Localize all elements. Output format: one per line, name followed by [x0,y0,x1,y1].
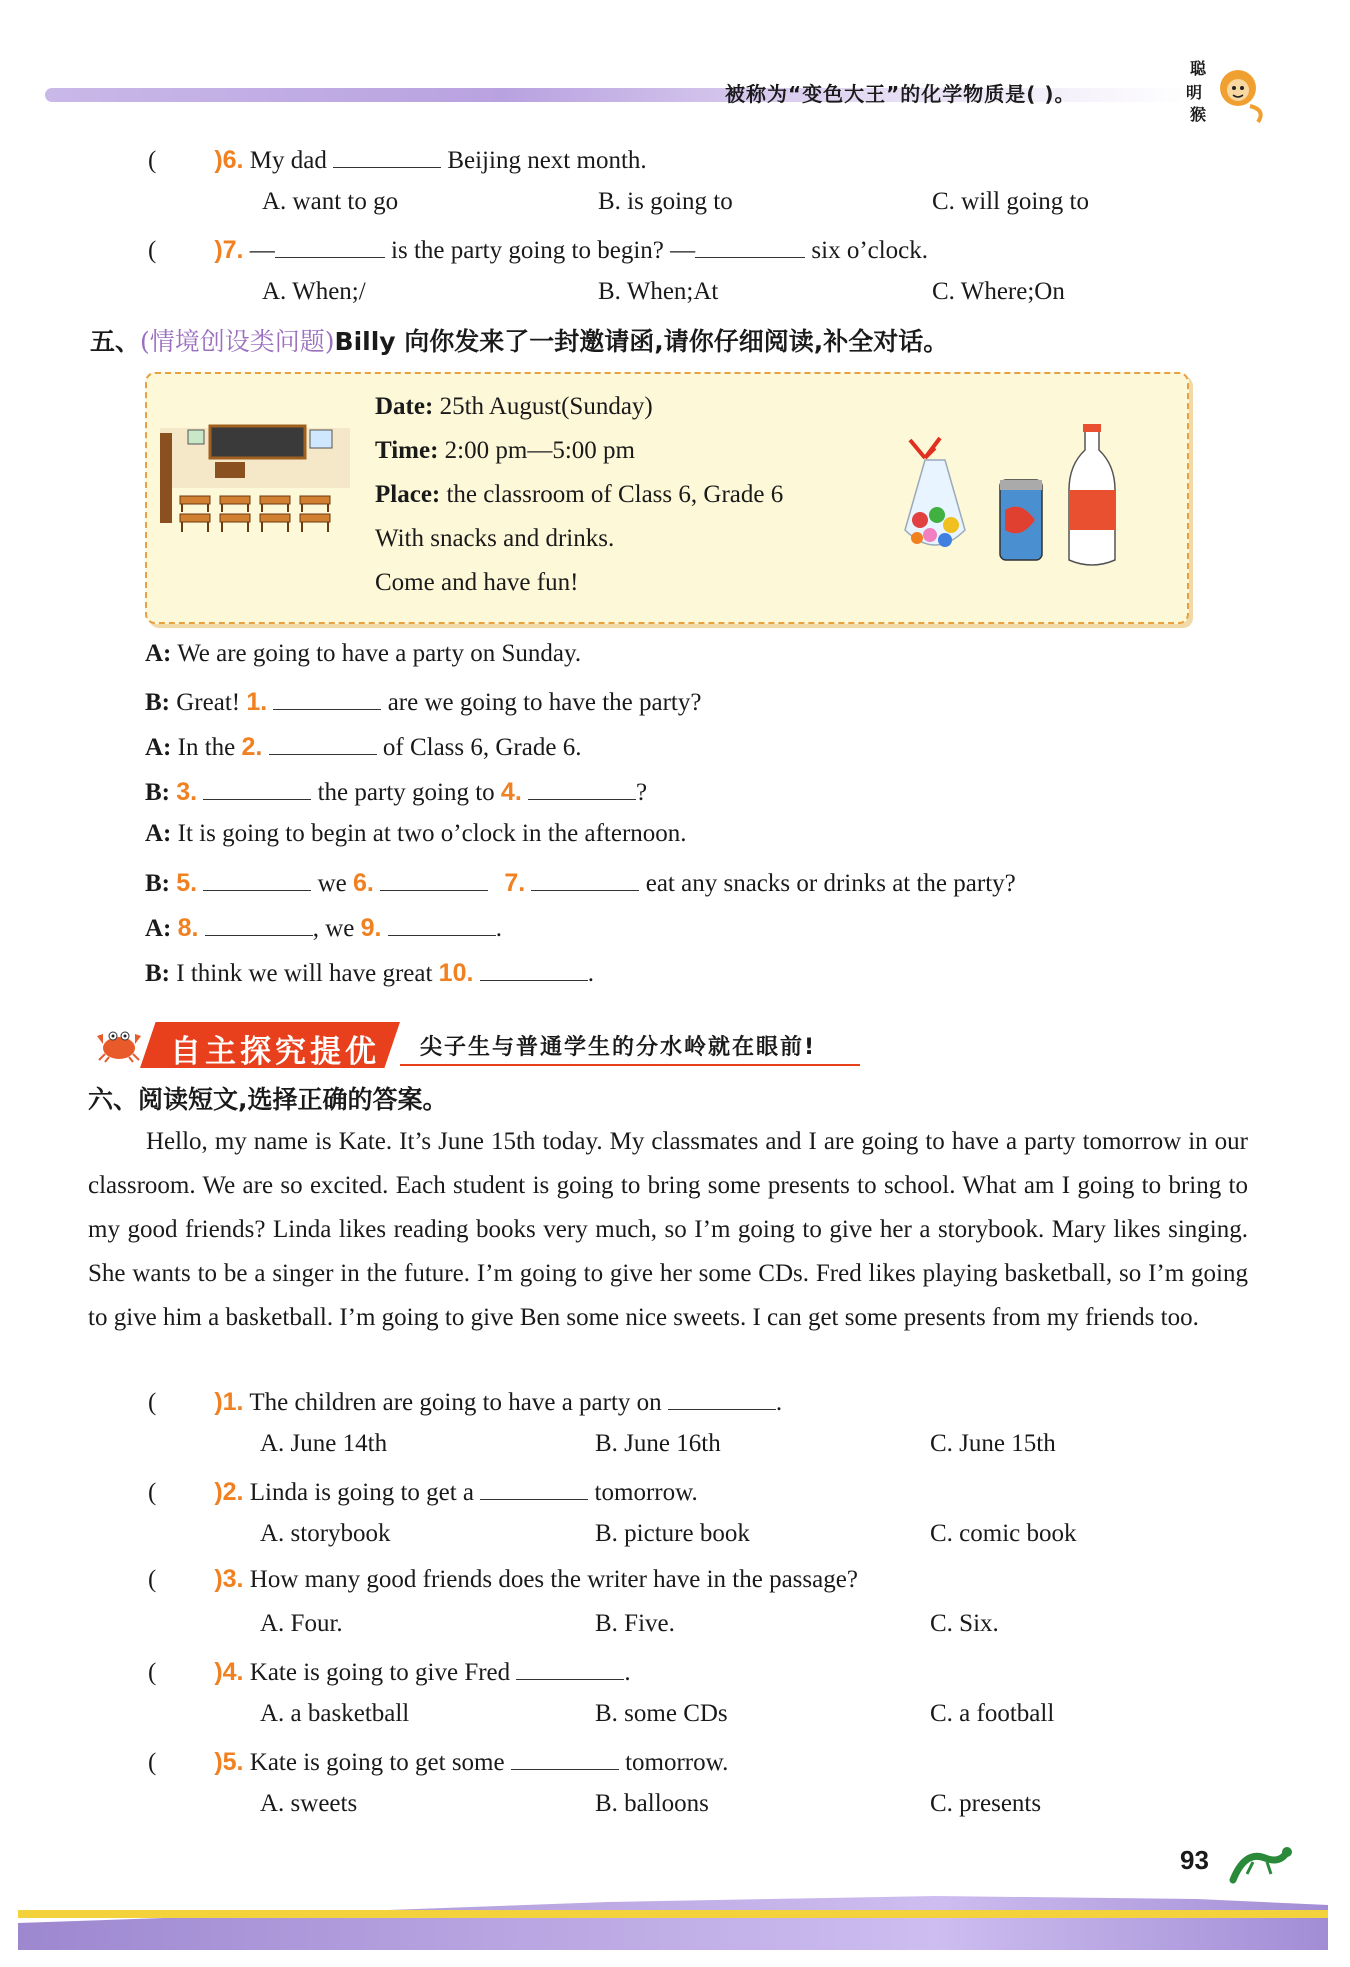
dialog-text: . [587,960,594,987]
answer-blank[interactable] [695,233,805,258]
dialog-line-8 [145,956,594,988]
option-c[interactable]: C. comic book [930,1520,1077,1547]
option-a[interactable]: A. a basketball [260,1700,410,1727]
section-6-title: 六、阅读短文,选择正确的答案。 [88,1085,448,1114]
answer-blank[interactable] [516,1655,624,1680]
answer-blank[interactable] [275,233,385,258]
question-text: The children are going to have a party on [249,1389,662,1416]
question-text: six o’clock. [811,237,929,264]
option-a[interactable]: A. When;/ [262,278,366,305]
answer-blank[interactable] [528,775,636,800]
option-a[interactable]: A. storybook [260,1520,391,1547]
dialog-line-7 [145,911,502,943]
option-b[interactable]: B. is going to [598,188,733,215]
header-note: 被称为“变色大王”的化学物质是( )。 [725,82,1076,106]
question-2 [148,1475,698,1507]
option-c[interactable]: C. Six. [930,1610,999,1637]
answer-paren[interactable]: ( [148,1749,157,1776]
time-label: Time: [375,437,439,464]
question-4 [148,1655,631,1687]
dialog-text: ? [636,779,648,806]
time-value: 2:00 pm—5:00 pm [438,437,635,464]
dialog-text: . [495,915,503,942]
page-number: 93 [1180,1845,1209,1875]
speaker: A: [145,640,172,667]
answer-paren[interactable]: ( [148,1566,157,1593]
blank-number: 8. [177,914,199,942]
speaker: B: [145,779,170,806]
mascot-text-2: 明 [1186,83,1203,102]
option-b[interactable]: B. some CDs [595,1700,728,1727]
question-6 [148,143,647,175]
dialog-text: we [317,870,347,897]
answer-paren[interactable]: ( [148,1479,157,1506]
option-c[interactable]: C. will going to [932,188,1089,215]
question-text: Beijing next month. [447,147,647,174]
lizard-icon [1225,1840,1295,1895]
answer-blank[interactable] [388,911,496,936]
question-number: )6. [214,146,244,174]
answer-blank[interactable] [380,866,488,891]
dialog-line-3 [145,730,581,762]
question-number: )4. [214,1658,244,1686]
place-label: Place: [375,481,441,508]
banner-subtitle: 尖子生与普通学生的分水岭就在眼前! [420,1035,817,1060]
mascot-text-1: 聪 [1190,59,1207,78]
question-5 [148,1745,728,1777]
banner-title: 自主探究提优 [170,1034,380,1070]
place-value: the classroom of Class 6, Grade 6 [440,481,784,508]
footer-stripe [18,1910,1328,1918]
question-text: Linda is going to get a [249,1479,475,1506]
dialog-text: , we [312,915,355,942]
question-end: tomorrow. [594,1479,698,1506]
blank-number: 1. [246,688,268,716]
answer-blank[interactable] [269,730,377,755]
option-c[interactable]: C. June 15th [930,1430,1056,1457]
dialog-line-4 [145,775,647,807]
option-a[interactable]: A. sweets [260,1790,358,1817]
dialog-text: It is going to begin at two o’clock in the afternoon. [171,820,687,847]
question-7 [148,233,928,265]
dialog-text: of Class 6, Grade 6. [382,734,582,761]
banner-underline [400,1064,860,1066]
dash: — [249,237,275,264]
question-text: is the party going to begin? — [391,237,696,264]
passage-text: Hello, my name is Kate. It’s June 15th today. My classmates and I are going to have a party tomorrow in our classroom. We are so excited. Each student is going to bring some presents to school. What am I going to bring to my good friends? Linda likes reading books very much, so I’m going to give her a storybook. Mary likes singing. She wants to be a singer in the future. I’m going to give her some CDs. Fred likes playing basketball, so I’m going to give him a basketball. I’m going to give Ben some nice sweets. I can get some presents from my friends too. [88,1128,1248,1331]
question-3 [148,1565,858,1594]
option-b[interactable]: B. balloons [595,1790,709,1817]
invite-line5: Come and have fun! [375,569,579,596]
section-hint: (情境创设类问题) [140,327,335,356]
answer-blank[interactable] [480,956,588,981]
answer-blank[interactable] [333,143,441,168]
dialog-text: In the [171,734,236,761]
speaker: A: [145,820,172,847]
answer-blank[interactable] [531,866,639,891]
question-number: )1. [214,1388,244,1416]
question-1 [148,1385,782,1417]
dialog-text: the party going to [317,779,495,806]
invite-date [375,393,653,421]
answer-blank[interactable] [668,1385,776,1410]
crab-icon [95,1024,143,1069]
answer-blank[interactable] [480,1475,588,1500]
answer-blank[interactable] [203,866,311,891]
question-number: )5. [214,1748,244,1776]
dialog-line-5 [145,820,687,848]
dialog-line-2 [145,685,701,717]
option-b[interactable]: B. picture book [595,1520,750,1547]
answer-blank[interactable] [205,911,313,936]
option-c[interactable]: C. a football [930,1700,1055,1727]
answer-blank[interactable] [511,1745,619,1770]
blank-number: 9. [360,914,382,942]
question-end: tomorrow. [625,1749,729,1776]
mascot-text-3: 猴 [1190,105,1207,124]
question-number: )7. [214,236,244,264]
option-b[interactable]: B. June 16th [595,1430,721,1457]
dialog-text: We are going to have a party on Sunday. [171,640,582,667]
question-end: . [624,1659,631,1686]
dialog-text: eat any snacks or drinks at the party? [645,870,1016,897]
invite-place [375,481,783,509]
answer-paren[interactable]: ( [148,1659,157,1686]
question-text: How many good friends does the writer have in the passage? [249,1566,858,1593]
answer-paren[interactable]: ( [148,1389,157,1416]
invite-time [375,437,635,465]
option-c[interactable]: C. presents [930,1790,1042,1817]
speaker: B: [145,960,170,987]
blank-number: 6. [353,869,374,897]
blank-number: 4. [500,778,522,806]
speaker: A: [145,915,172,942]
blank-number: 5. [176,869,198,897]
speaker: A: [145,734,172,761]
classroom-illustration [160,418,350,543]
question-number: )2. [214,1478,244,1506]
dialog-line-1 [145,640,581,668]
option-c[interactable]: C. Where;On [932,278,1065,305]
footer-band [18,1890,1328,1950]
question-text: My dad [249,147,327,174]
blank-number: 7. [504,869,526,897]
date-label: Date: [375,393,434,420]
option-a[interactable]: A. June 14th [260,1430,388,1457]
question-end: . [775,1389,783,1416]
answer-blank[interactable] [203,775,311,800]
option-a[interactable]: A. Four. [260,1610,343,1637]
blank-number: 3. [176,778,198,806]
question-number: )3. [214,1565,244,1593]
question-text: Kate is going to get some [249,1749,505,1776]
section-text: Billy 向你发来了一封邀请函,请你仔细阅读,补全对话。 [334,327,949,356]
reading-passage [88,1120,1248,1340]
answer-paren[interactable]: ( [148,237,157,264]
blank-number: 2. [241,733,263,761]
blank-number: 10. [438,959,474,987]
option-b[interactable]: B. When;At [598,278,719,305]
dialog-text: are we going to have the party? [387,689,702,716]
question-text: Kate is going to give Fred [249,1659,511,1686]
option-b[interactable]: B. Five. [595,1610,675,1637]
snacks-illustration [895,420,1155,575]
dialog-text: I think we will have great [170,960,433,987]
date-value: 25th August(Sunday) [433,393,653,420]
speaker: B: [145,689,170,716]
section-5-title [90,322,948,358]
speaker: B: [145,870,170,897]
section-label: 五、 [90,327,141,356]
dialog-line-6 [145,866,1016,898]
answer-blank[interactable] [273,685,381,710]
dialog-text: Great! [170,689,241,716]
invite-line4: With snacks and drinks. [375,525,615,552]
option-a[interactable]: A. want to go [262,188,399,215]
answer-paren[interactable]: ( [148,147,157,174]
